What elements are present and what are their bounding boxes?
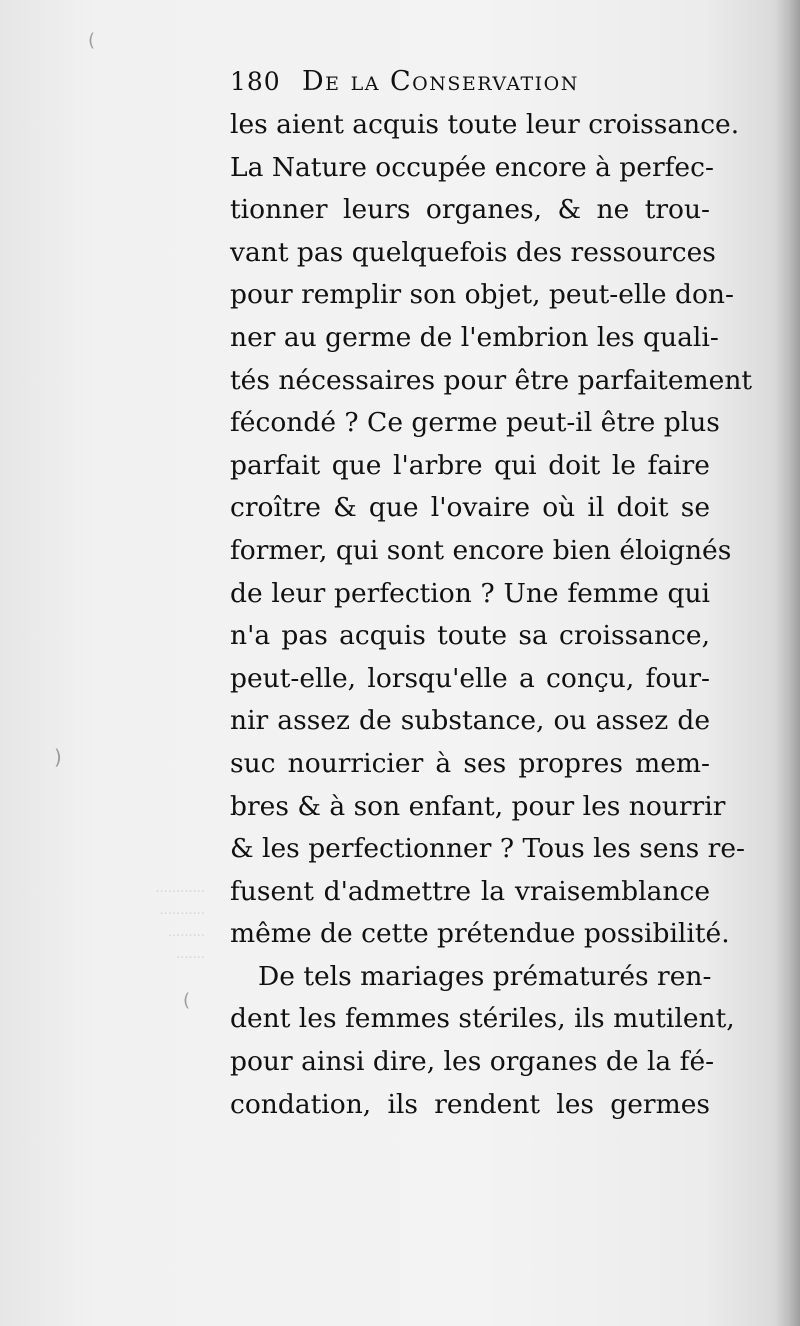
text-line: La Nature occupée encore à perfec- bbox=[230, 151, 714, 183]
text-line: n'a pas acquis toute sa croissance, bbox=[230, 620, 710, 652]
text-line: & les perfectionner ? Tous les sens re- bbox=[230, 833, 745, 865]
text-line: suc nourricier à ses propres mem- bbox=[230, 747, 710, 779]
text-line: croître & que l'ovaire où il doit se bbox=[230, 492, 710, 524]
bleed-through-text: ............ ........... ......... ....... bbox=[155, 881, 205, 962]
text-line: condation, ils rendent les germes bbox=[230, 1088, 710, 1120]
text-line: former, qui sont encore bien éloignés bbox=[230, 534, 732, 566]
paper-speck: ) bbox=[54, 745, 62, 769]
page-number: 180 bbox=[230, 67, 281, 96]
text-line: vant pas quelquefois des ressources bbox=[230, 236, 716, 268]
text-line: bres & à son enfant, pour les nourrir bbox=[230, 790, 726, 822]
text-line: fusent d'admettre la vraisemblance bbox=[230, 875, 710, 907]
page-text bbox=[230, 60, 753, 1126]
text-line: parfait que l'arbre qui doit le faire bbox=[230, 449, 710, 481]
text-line: de leur perfection ? Une femme qui bbox=[230, 577, 710, 609]
paragraph-start-line: De tels mariages prématurés ren- bbox=[258, 960, 712, 992]
running-head bbox=[230, 60, 710, 104]
text-line: tés nécessaires pour être parfaitement bbox=[230, 364, 753, 396]
text-line: même de cette prétendue possibilité. bbox=[230, 918, 730, 950]
text-line: pour remplir son objet, peut-elle don- bbox=[230, 279, 734, 311]
text-line: nir assez de substance, ou assez de bbox=[230, 705, 710, 737]
text-line: peut-elle, lorsqu'elle a conçu, four- bbox=[230, 662, 710, 694]
paper-speck: ( bbox=[183, 990, 191, 1011]
paper-speck: ( bbox=[88, 30, 96, 51]
text-line: fécondé ? Ce germe peut-il être plus bbox=[230, 407, 720, 439]
text-line: dent les femmes stériles, ils mutilent, bbox=[230, 1003, 735, 1035]
text-line: tionner leurs organes, & ne trou- bbox=[230, 194, 710, 226]
running-title: De la Conservation bbox=[302, 66, 579, 97]
text-line: ner au germe de l'embrion les quali- bbox=[230, 321, 719, 353]
body-text bbox=[230, 104, 753, 1126]
text-line: pour ainsi dire, les organes de la fé- bbox=[230, 1046, 715, 1078]
gutter-shadow bbox=[776, 0, 800, 1326]
text-line: les aient acquis toute leur croissance. bbox=[230, 109, 740, 140]
